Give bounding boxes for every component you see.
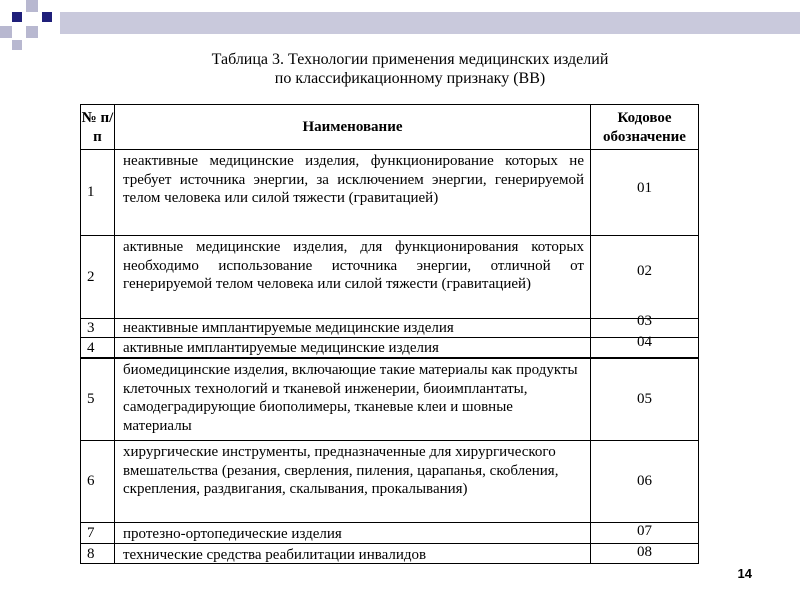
row-3-code: 03 (637, 312, 652, 329)
row-4-num: 4 (87, 339, 95, 356)
page-title (150, 50, 670, 88)
decor-header-bar (60, 12, 800, 34)
row-3-name: неактивные имплантируемые медицинские изделия (123, 320, 454, 336)
decor-square (42, 12, 52, 22)
row-2-name: активные медицинские изделия, для функционирования которых необходимо использование источника энергии, отличной от генерируемой телом человека или силой тяжести (гравитацией) (123, 239, 584, 292)
decor-square (12, 40, 22, 50)
row-1-name: неактивные медицинские изделия, функционирование которых не требует источника энергии, за исключением энергии, генерируемой телом человека или силой тяжести (гравитацией) (123, 153, 584, 206)
row-1-num: 1 (87, 184, 95, 201)
row-2-code: 02 (637, 262, 652, 279)
decor-square (0, 26, 12, 38)
row-6-num: 6 (87, 473, 95, 490)
row-4-name: активные имплантируемые медицинские изделия (123, 340, 439, 356)
row-6-code: 06 (637, 473, 652, 490)
row-5-name: биомедицинские изделия, включающие такие материалы как продукты клеточных технологий и тканевой инженерии, биоимплантаты, самодеградирующие биополимеры, тканевые клеи и шовные материалы (123, 362, 578, 434)
title-line-1: Таблица 3. Технологии применения медицинских изделий (211, 51, 609, 68)
row-1-code: 01 (637, 179, 652, 196)
row-3-num: 3 (87, 319, 95, 336)
header-code: Кодовое обозначение (603, 110, 686, 145)
row-8-num: 8 (87, 545, 95, 562)
row-7-code: 07 (637, 522, 652, 539)
header-name: Наименование (302, 119, 403, 136)
row-7-num: 7 (87, 524, 95, 541)
row-2-num: 2 (87, 268, 95, 285)
title-line-2: по классификационному признаку (ВВ) (274, 70, 546, 87)
row-6-name: хирургические инструменты, предназначенные для хирургического вмешательства (резания, сверления, пиления, царапанья, скобления, скрепления, раздвигания, скалывания, прокалывания) (123, 444, 559, 497)
decor-square (26, 26, 38, 38)
row-8-code: 08 (637, 543, 652, 560)
header-num: № п/п (81, 110, 114, 145)
row-5-num: 5 (87, 391, 95, 408)
row-7-name: протезно-ортопедические изделия (123, 526, 342, 542)
decor-square (12, 12, 22, 22)
decor-square (26, 0, 38, 12)
row-4-code: 04 (637, 333, 652, 350)
row-8-name: технические средства реабилитации инвалидов (123, 547, 427, 563)
page-number: 14 (737, 566, 752, 581)
row-5-code: 05 (637, 391, 652, 408)
